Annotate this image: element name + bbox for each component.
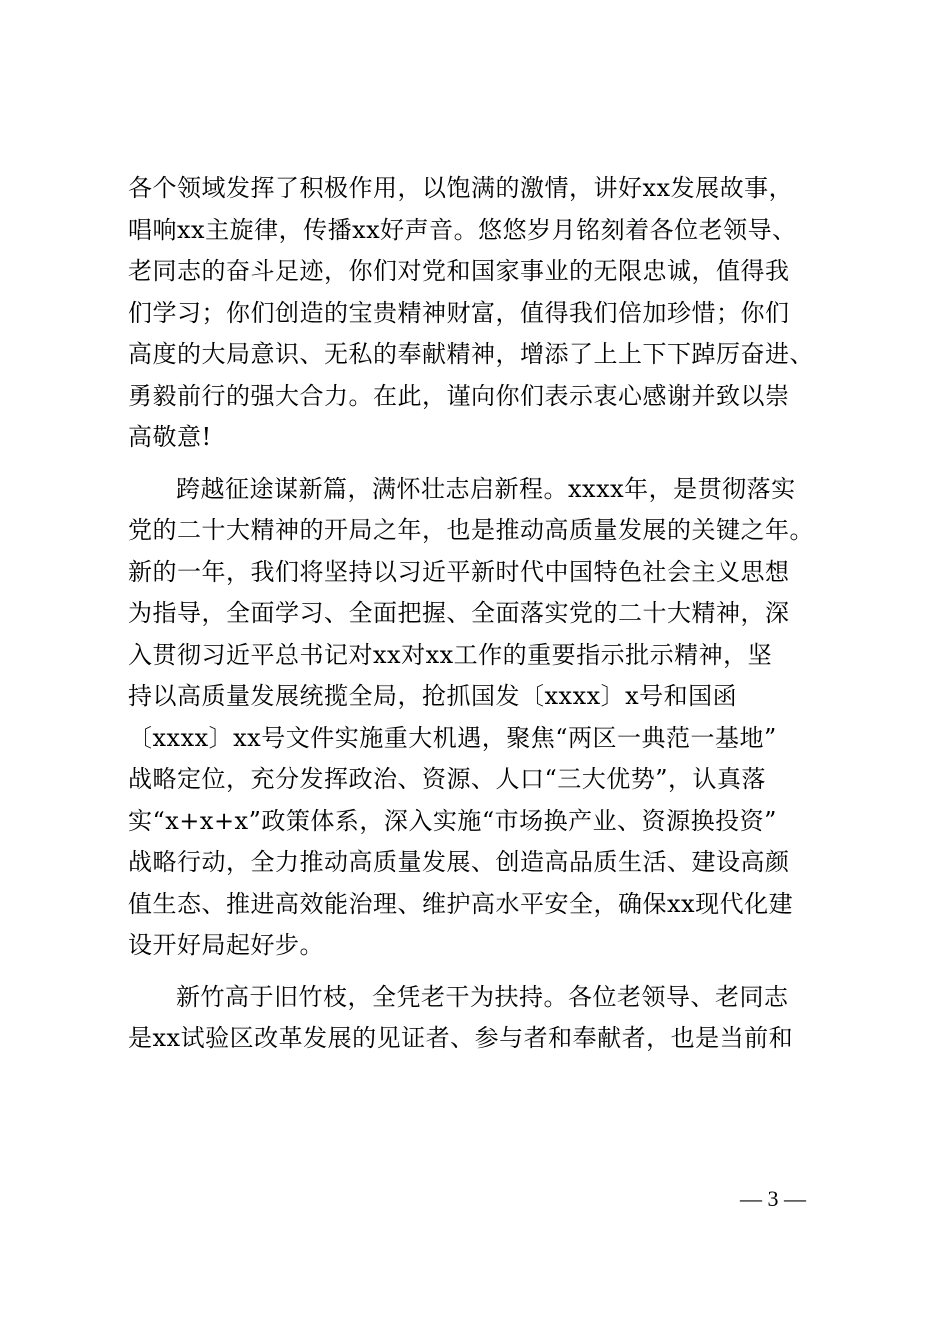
text-line: 跨越征途谋新篇，满怀壮志启新程。xxxx年，是贯彻落实 [176,474,796,503]
paragraph-spacer [128,459,848,469]
text-line: 实“x+x+x”政策体系，深入实施“市场换产业、资源换投资” [128,806,777,835]
text-line: 为指导，全面学习、全面把握、全面落实党的二十大精神，深 [128,599,790,627]
text-line: 设开好局起好步。 [128,931,324,959]
paragraph-3 [128,977,848,1060]
text-line: 战略定位，充分发挥政治、资源、人口“三大优势”，认真落 [128,765,767,793]
text-line: 〔xxxx〕xx号文件实施重大机遇，聚焦“两区一典范一基地” [128,723,777,752]
page-number: — 3 — [740,1186,806,1211]
text-line: 各个领域发挥了积极作用，以饱满的激情，讲好xx发展故事， [128,174,794,202]
paragraph-1 [128,168,848,459]
text-line: 唱响xx主旋律，传播xx好声音。悠悠岁月铭刻着各位老领导、 [128,215,797,244]
text-line: 入贯彻习近平总书记对xx对xx工作的重要指示批示精神，坚 [128,640,773,669]
text-line: 高敬意! [128,423,212,451]
text-line: 党的二十大精神的开局之年，也是推动高质量发展的关键之年。 [128,516,814,544]
text-line: 高度的大局意识、无私的奉献精神，增添了上上下下踔厉奋进、 [128,340,814,368]
text-line: 值生态、推进高效能治理、维护高水平安全，确保xx现代化建 [128,889,794,918]
text-line: 战略行动，全力推动高质量发展、创造高品质生活、建设高颜 [128,848,790,876]
text-line: 勇毅前行的强大合力。在此，谨向你们表示衷心感谢并致以崇 [128,381,790,410]
body-text [128,168,848,1060]
text-line: 是xx试验区改革发展的见证者、参与者和奉献者，也是当前和 [128,1024,794,1052]
paragraph-2 [128,469,848,967]
text-line: 们学习；你们创造的宝贵精神财富，值得我们倍加珍惜；你们 [128,298,790,327]
paragraph-spacer [128,967,848,977]
text-line: 新的一年，我们将坚持以习近平新时代中国特色社会主义思想 [128,557,790,586]
text-line: 老同志的奋斗足迹，你们对党和国家事业的无限忠诚，值得我 [128,257,790,285]
text-line: 持以高质量发展统揽全局，抢抓国发〔xxxx〕x号和国函 [128,682,738,710]
text-line: 新竹高于旧竹枝，全凭老干为扶持。各位老领导、老同志 [176,982,789,1011]
